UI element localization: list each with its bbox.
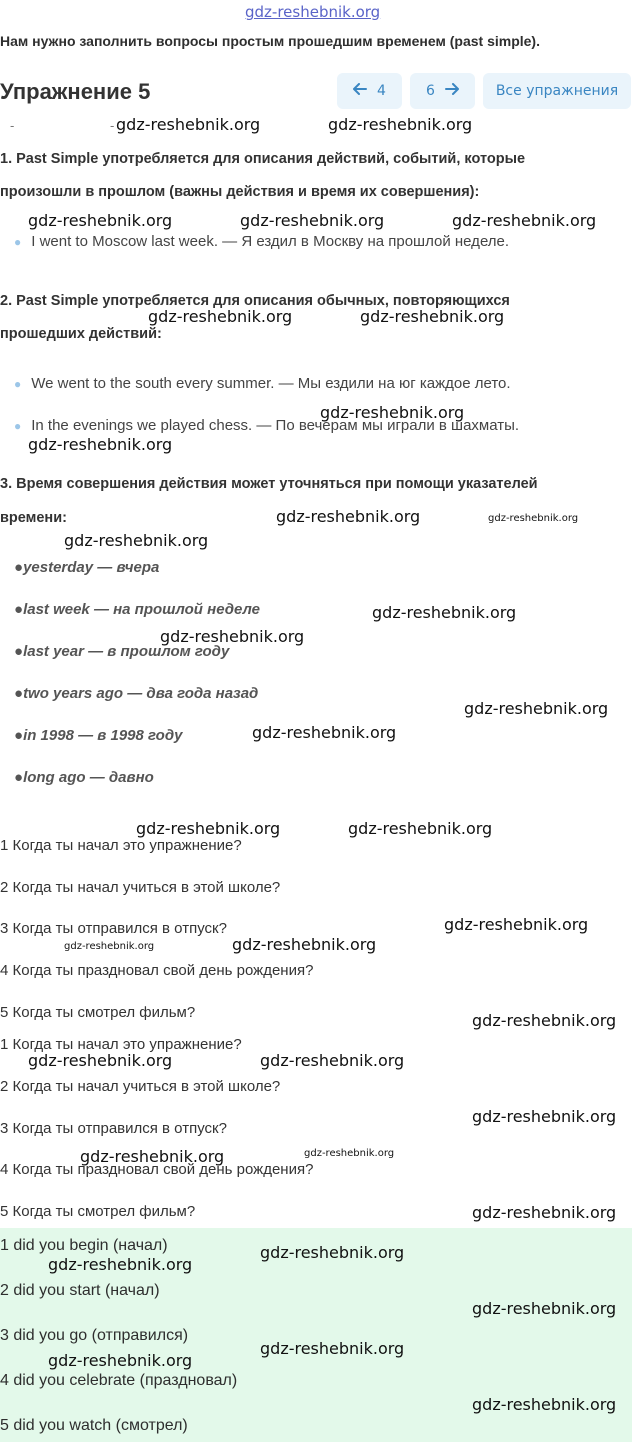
time-expression: two years ago — два года назад — [23, 685, 259, 702]
question-item: 4 Когда ты праздновал свой день рождения? — [0, 1161, 314, 1178]
watermark: gdz-reshebnik.org — [48, 1351, 193, 1370]
question-item: 3 Когда ты отправился в отпуск? — [0, 1120, 227, 1137]
bullet-icon: ● — [14, 377, 22, 391]
bullet-icon: ● — [14, 685, 24, 702]
time-expression: yesterday — вчера — [23, 559, 160, 576]
answer-item: 5 did you watch (смотрел) — [0, 1417, 188, 1434]
rule1-example: I went to Moscow last week. — Я ездил в Москву на прошлой неделе. — [31, 233, 510, 250]
arrow-right-icon — [445, 83, 459, 99]
bullet-icon: ● — [14, 235, 22, 249]
watermark: gdz-reshebnik.org — [28, 211, 173, 230]
watermark: gdz-reshebnik.org — [360, 307, 505, 326]
watermark: gdz-reshebnik.org — [260, 1051, 405, 1070]
watermark: gdz-reshebnik.org — [28, 435, 173, 454]
watermark: gdz-reshebnik.org — [240, 211, 385, 230]
watermark: gdz-reshebnik.org — [136, 819, 281, 838]
question-item: 2 Когда ты начал учиться в этой школе? — [0, 1078, 281, 1095]
bullet-icon: ● — [14, 601, 24, 618]
watermark: gdz-reshebnik.org — [80, 1147, 225, 1166]
list-item — [14, 559, 159, 576]
watermark: gdz-reshebnik.org — [64, 941, 155, 952]
watermark: gdz-reshebnik.org — [116, 115, 261, 134]
watermark: gdz-reshebnik.org — [320, 403, 465, 422]
rule3-line2: времени: — [0, 510, 67, 526]
watermark-top[interactable]: gdz-reshebnik.org — [245, 3, 381, 21]
question-item: 4 Когда ты праздновал свой день рождения? — [0, 962, 314, 979]
list-item — [14, 769, 154, 786]
question-item: 2 Когда ты начал учиться в этой школе? — [0, 879, 281, 896]
question-item: 1 Когда ты начал это упражнение? — [0, 837, 242, 854]
question-item: 5 Когда ты смотрел фильм? — [0, 1004, 196, 1021]
list-item — [14, 601, 260, 618]
prev-exercise-label: 4 — [377, 83, 386, 99]
exercise-title: Упражнение 5 — [0, 79, 151, 104]
watermark: gdz-reshebnik.org — [464, 699, 609, 718]
prev-exercise-button[interactable] — [337, 73, 402, 109]
rule2-line2: прошедших действий: — [0, 326, 162, 342]
list-item — [14, 375, 511, 392]
answer-item: 4 did you celebrate (праздновал) — [0, 1372, 238, 1389]
watermark: gdz-reshebnik.org — [160, 627, 305, 646]
watermark: gdz-reshebnik.org — [328, 115, 473, 134]
watermark: gdz-reshebnik.org — [472, 1395, 617, 1414]
list-item — [14, 685, 258, 702]
bullet-icon: ● — [14, 559, 24, 576]
bullet-icon: ● — [14, 419, 22, 433]
rule1-line1: 1. Past Simple употребляется для описания действий, событий, которые — [0, 151, 526, 167]
watermark: gdz-reshebnik.org — [472, 1299, 617, 1318]
question-item: 1 Когда ты начал это упражнение? — [0, 1036, 242, 1053]
all-exercises-button[interactable] — [483, 73, 631, 109]
time-expression: in 1998 — в 1998 году — [23, 727, 183, 744]
rule3-line1: 3. Время совершения действия может уточняться при помощи указателей — [0, 476, 538, 492]
watermark: gdz-reshebnik.org — [444, 915, 589, 934]
question-item: 5 Когда ты смотрел фильм? — [0, 1203, 196, 1220]
answer-item: 3 did you go (отправился) — [0, 1327, 189, 1344]
rule2-line1: 2. Past Simple употребляется для описания обычных, повторяющихся — [0, 293, 510, 309]
watermark: gdz-reshebnik.org — [64, 531, 209, 550]
next-exercise-button[interactable] — [410, 73, 475, 109]
watermark: gdz-reshebnik.org — [488, 513, 579, 524]
time-expression: last year — в прошлом году — [23, 643, 230, 660]
all-exercises-label: Все упражнения — [495, 83, 619, 99]
watermark: gdz-reshebnik.org — [472, 1107, 617, 1126]
question-item: 3 Когда ты отправился в отпуск? — [0, 920, 227, 937]
watermark: gdz-reshebnik.org — [48, 1255, 193, 1274]
watermark: gdz-reshebnik.org — [472, 1203, 617, 1222]
watermark: gdz-reshebnik.org — [372, 603, 517, 622]
answer-item: 1 did you begin (начал) — [0, 1237, 168, 1254]
watermark: gdz-reshebnik.org — [260, 1339, 405, 1358]
bullet-icon: ● — [14, 643, 24, 660]
list-item — [14, 233, 509, 250]
watermark: gdz-reshebnik.org — [276, 507, 421, 526]
intro-text: Нам нужно заполнить вопросы простым прошедшим временем (past simple). — [0, 33, 540, 49]
rule1-line2: произошли в прошлом (важны действия и время их совершения): — [0, 184, 480, 200]
arrow-left-icon — [353, 83, 367, 99]
watermark: gdz-reshebnik.org — [148, 307, 293, 326]
list-item — [14, 727, 182, 744]
dash-marker: - — [110, 118, 115, 133]
answer-item: 2 did you start (начал) — [0, 1282, 160, 1299]
watermark: gdz-reshebnik.org — [452, 211, 597, 230]
dash-marker: - — [10, 118, 15, 133]
watermark: gdz-reshebnik.org — [304, 1148, 395, 1159]
rule2-example: In the evenings we played chess. — По вечерам мы играли в шахматы. — [31, 417, 520, 434]
watermark: gdz-reshebnik.org — [232, 935, 377, 954]
next-exercise-label: 6 — [426, 83, 435, 99]
time-expression: long ago — давно — [23, 769, 154, 786]
time-expression: last week — на прошлой неделе — [23, 601, 260, 618]
watermark: gdz-reshebnik.org — [28, 1051, 173, 1070]
rule2-example: We went to the south every summer. — Мы ездили на юг каждое лето. — [31, 375, 511, 392]
watermark: gdz-reshebnik.org — [472, 1011, 617, 1030]
bullet-icon: ● — [14, 769, 24, 786]
watermark: gdz-reshebnik.org — [260, 1243, 405, 1262]
watermark: gdz-reshebnik.org — [252, 723, 397, 742]
bullet-icon: ● — [14, 727, 24, 744]
watermark: gdz-reshebnik.org — [348, 819, 493, 838]
